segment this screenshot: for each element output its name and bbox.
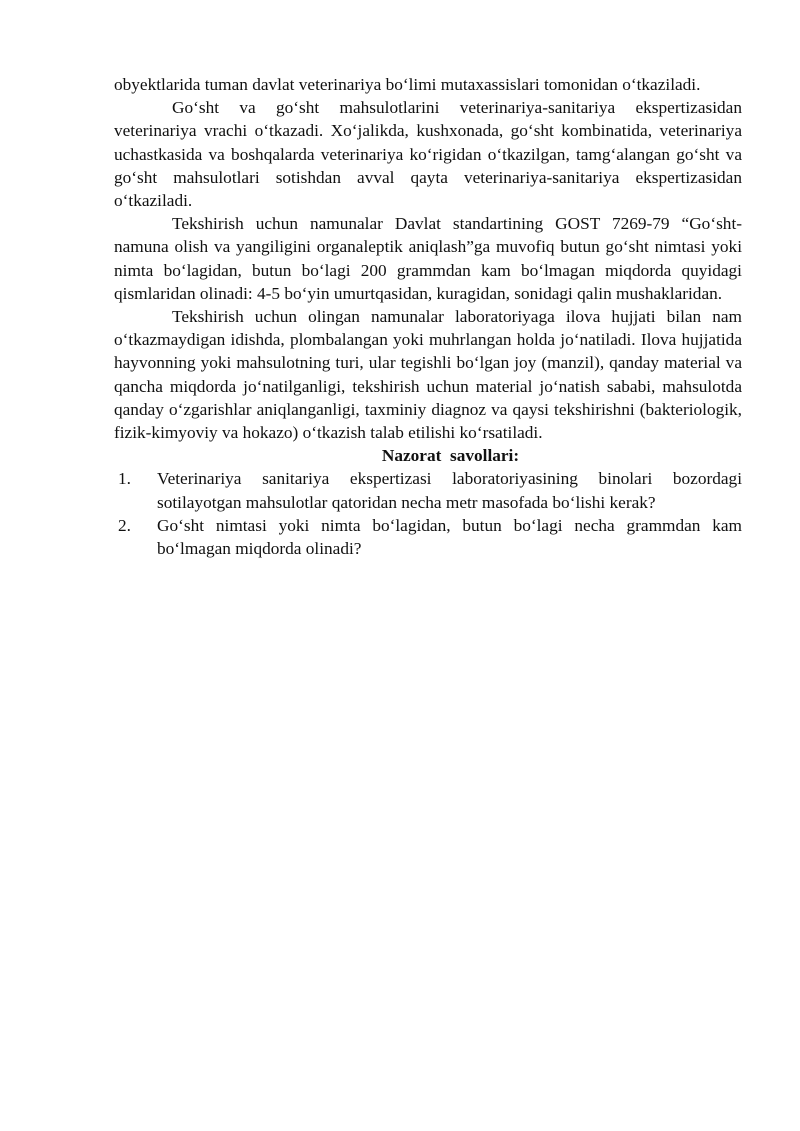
question-text: Veterinariya sanitariya ekspertizasi laboratoriyasining binolari bozordagi sotilayotgan mahsulotlar qatoridan necha metr masofada bo‘lishi kerak? [157, 469, 742, 512]
paragraph-continuation: obyektlarida tuman davlat veterinariya bo‘limi mutaxassislari tomonidan o‘tkaziladi. [114, 75, 701, 94]
control-questions-heading: Nazorat savollari: [381, 446, 520, 466]
question-number: 1. [118, 469, 131, 489]
document-page [114, 73, 742, 560]
paragraph-meat-expertise: Go‘sht va go‘sht mahsulotlarini veterinariya-sanitariya ekspertizasidan veterinariya vrachi o‘tkazadi. Xo‘jalikda, kushxonada, go‘sht kombinatida, veterinariya uchastkasida va boshqalarda veterinariya ko‘rigidan o‘tkazilgan, tamg‘alangan go‘sht va go‘sht mahsulotlari sotishdan avval qayta veterinariya-sanitariya ekspertizasidan o‘tkaziladi. [114, 98, 742, 211]
question-text: Go‘sht nimtasi yoki nimta bo‘lagidan, butun bo‘lagi necha grammdan kam bo‘lmagan miqdorda olinadi? [157, 515, 742, 559]
paragraph-sample-shipping: Tekshirish uchun olingan namunalar laboratoriyaga ilova hujjati bilan nam o‘tkazmaydigan idishda, plombalangan yoki muhrlangan holda jo‘natiladi. Ilova hujjatida hayvonning yoki mahsulotning turi, ular tegishli bo‘lgan joy (manzil), qanday material va qancha miqdorda jo‘natilganligi, tekshirish uchun material jo‘natish sababi, mahsulotda qanday o‘zgarishlar aniqlanganligi, taxminiy diagnoz va qaysi tekshirishni (bakteriologik, fizik-kimyoviy va hokazo) o‘tkazish talab etilishi ko‘rsatiladi. [114, 307, 742, 443]
questions-list [114, 467, 742, 560]
paragraph-sampling: Tekshirish uchun namunalar Davlat standartining GOST 7269-79 “Go‘sht-namuna olish va yangiligini organaleptik aniqlash”ga muvofiq butun go‘sht nimtasi yoki nimta bo‘lagidan, butun bo‘lagi 200 grammdan kam bo‘lmagan miqdorda quyidagi qismlaridan olinadi: 4-5 bo‘yin umurtqasidan, kuragidan, sonidagi qalin mushaklaridan. [114, 214, 742, 303]
question-number: 2. [118, 515, 131, 535]
question-item [114, 514, 742, 560]
question-item [114, 467, 742, 513]
